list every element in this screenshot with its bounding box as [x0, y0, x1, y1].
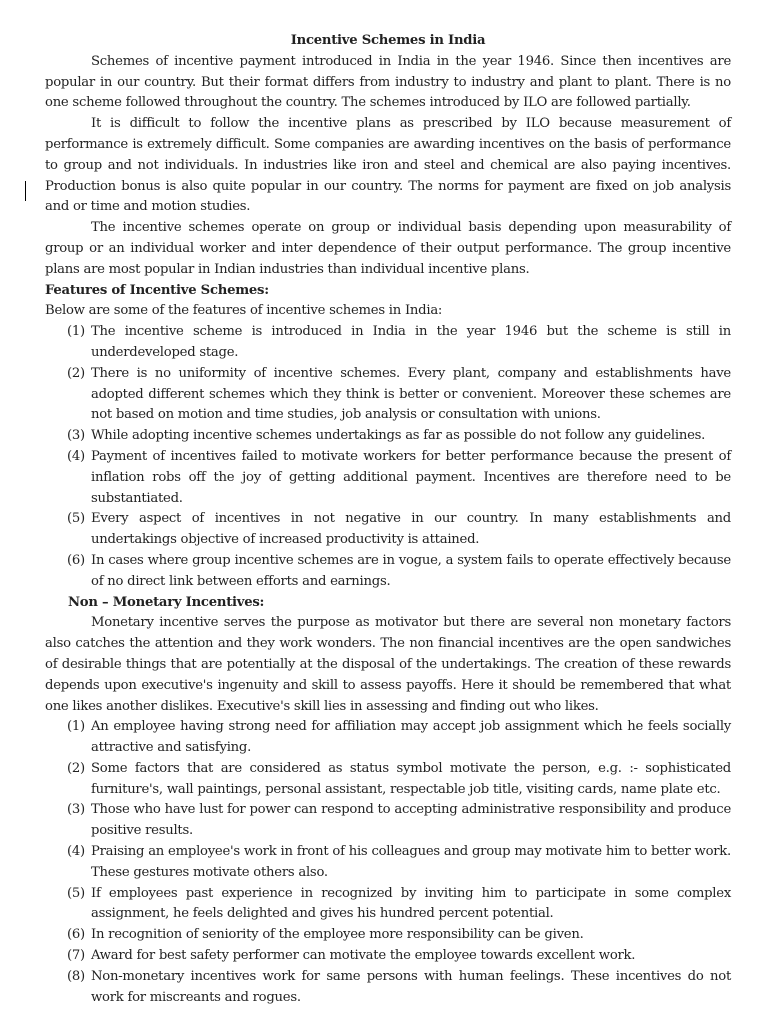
list-number: (5) — [67, 885, 85, 901]
list-number: (3) — [67, 428, 85, 444]
list-item — [45, 447, 731, 509]
list-number: (5) — [67, 511, 85, 527]
list-item-text: An employee having strong need for affiliation may accept job assignment which he feels socially attractive and satisfying. — [91, 719, 731, 756]
list-number: (4) — [67, 844, 85, 860]
list-item-text: If employees past experience in recognized by inviting him to participate in some complex assignment, he feels delighted and gives his hundred percent potential. — [91, 885, 731, 922]
list-item — [45, 884, 731, 926]
list-item — [45, 925, 731, 946]
list-item-text: Award for best safety performer can motivate the employee towards excellent work. — [91, 948, 636, 964]
list-item — [45, 509, 731, 551]
non-monetary-paragraph: Monetary incentive serves the purpose as motivator but there are several non monetary factors also catches the attention and they work wonders. The non financial incentives are the open sandwiches of desirable things that are potentially at the disposal of the undertakings. The creation of these rewards depends upon executive's ingenuity and skill to assess payoffs. Here it should be remembered that what one likes another dislikes. Executive's skill lies in assessing and finding out who likes. — [45, 615, 731, 714]
list-item-text: The incentive scheme is introduced in India in the year 1946 but the scheme is still in underdeveloped stage. — [91, 324, 731, 360]
list-item-text: Payment of incentives failed to motivate workers for better performance because the present of inflation robs off the joy of getting additional payment. Incentives are therefore need to be substantiated. — [91, 448, 731, 506]
list-item — [45, 842, 731, 884]
list-item — [45, 426, 731, 447]
list-number: (6) — [67, 927, 85, 943]
list-item-text: In cases where group incentive schemes are in vogue, a system fails to operate effectively because of no direct link between efforts and earnings. — [91, 552, 731, 589]
list-number: (8) — [67, 968, 85, 984]
list-number: (7) — [67, 948, 85, 964]
list-item-text: Non-monetary incentives work for same persons with human feelings. These incentives do not work for miscreants and rogues. — [91, 968, 731, 1005]
intro-paragraph-2: It is difficult to follow the incentive plans as prescribed by ILO because measurement of performance is extremely difficult. Some companies are awarding incentives on the basis of performance to group and not individuals. In industries like iron and steel and chemical are also paying incentives. Production bonus is also quite popular in our country. The norms for payment are fixed on job analysis and or time and motion studies. — [45, 116, 731, 215]
list-item — [45, 800, 731, 842]
list-item-text: Praising an employee's work in front of his colleagues and group may motivate him to better work. These gestures motivate others also. — [91, 844, 731, 880]
list-item — [45, 717, 731, 759]
list-item — [45, 759, 731, 801]
list-item-text: In recognition of seniority of the employee more responsibility can be given. — [91, 927, 584, 943]
list-number: (4) — [67, 448, 85, 464]
list-number: (3) — [67, 802, 85, 818]
list-item — [45, 967, 731, 1009]
list-item-text: Some factors that are considered as status symbol motivate the person, e.g. :- sophisticated furniture's, wall paintings, personal assistant, respectable job title, visiting cards, name plate etc. — [91, 760, 731, 797]
list-item-text: There is no uniformity of incentive schemes. Every plant, company and establishments have adopted different schemes which they think is better or convenient. Moreover these schemes are not based on motion and time studies, job analysis or consultation with unions. — [91, 365, 731, 423]
list-item — [45, 364, 731, 426]
list-item-text: Those who have lust for power can respond to accepting administrative responsibility and produce positive results. — [91, 802, 731, 839]
list-number: (6) — [67, 552, 85, 568]
list-item-text: While adopting incentive schemes undertakings as far as possible do not follow any guidelines. — [91, 428, 706, 444]
list-number: (2) — [67, 760, 85, 776]
non-monetary-heading: Non – Monetary Incentives: — [68, 594, 265, 610]
document-title: Incentive Schemes in India — [290, 33, 486, 48]
features-list — [45, 322, 731, 592]
list-item — [45, 322, 731, 364]
list-number: (1) — [67, 324, 85, 340]
non-monetary-list — [45, 717, 731, 1008]
intro-paragraph-3: The incentive schemes operate on group or individual basis depending upon measurability of group or an individual worker and inter dependence of their output performance. The group incentive plans are most popular in Indian industries than individual incentive plans. — [45, 220, 731, 277]
intro-paragraph-1: Schemes of incentive payment introduced in India in the year 1946. Since then incentives are popular in our country. But their format differs from industry to industry and plant to plant. There is no one scheme followed throughout the country. The schemes introduced by ILO are followed partially. — [45, 53, 731, 111]
document-page — [45, 31, 731, 1008]
list-number: (2) — [67, 365, 85, 381]
text-cursor — [25, 181, 26, 201]
features-intro: Below are some of the features of incentive schemes in India: — [45, 303, 443, 319]
list-item — [45, 551, 731, 593]
features-heading: Features of Incentive Schemes: — [45, 282, 269, 298]
list-item — [45, 946, 731, 967]
list-number: (1) — [67, 719, 85, 735]
list-item-text: Every aspect of incentives in not negative in our country. In many establishments and undertakings objective of increased productivity is attained. — [91, 511, 731, 548]
